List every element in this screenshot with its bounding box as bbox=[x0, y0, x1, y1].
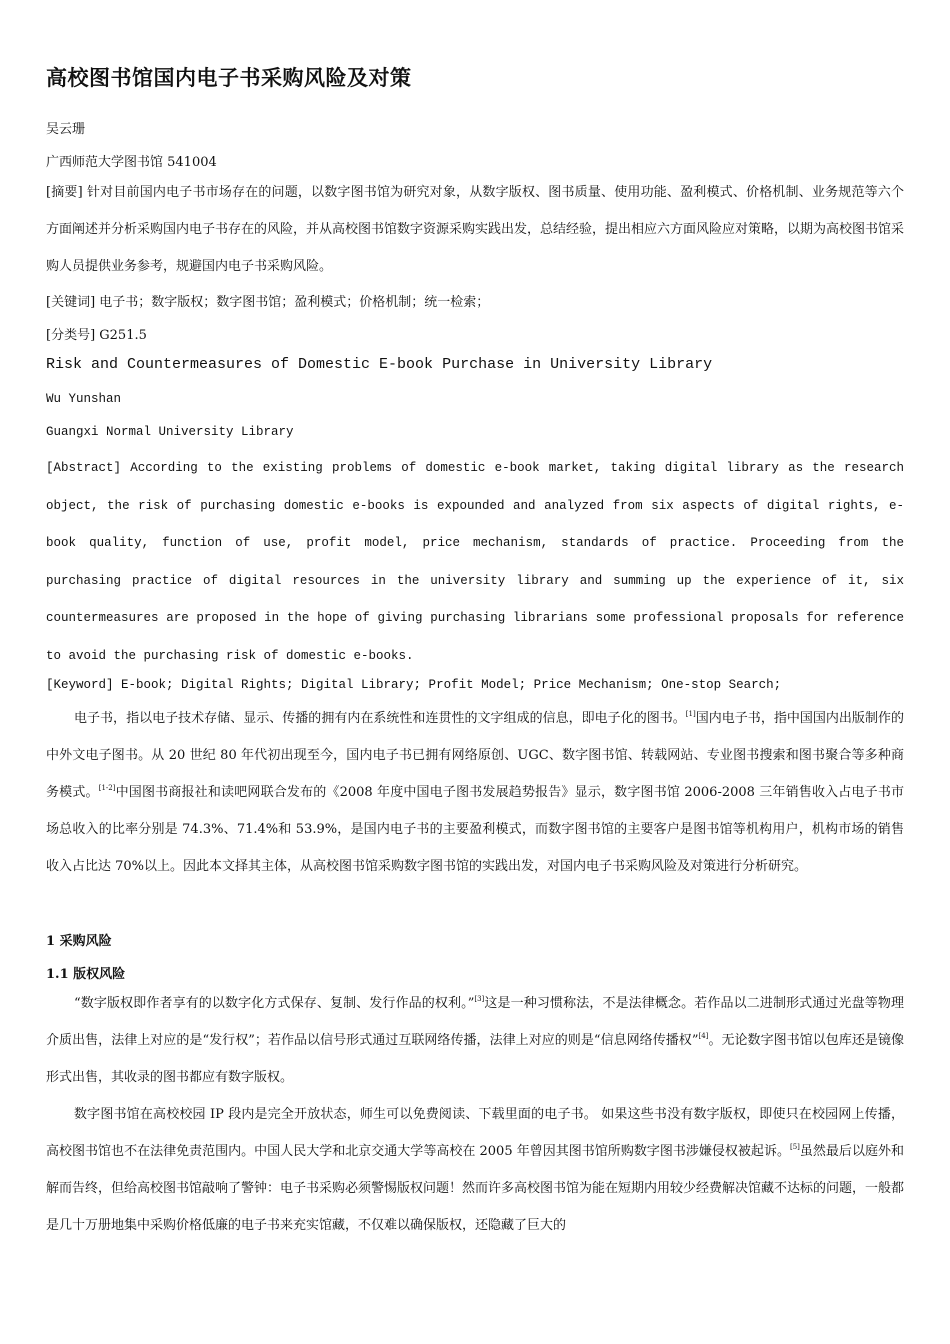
paper-title: 高校图书馆国内电子书采购风险及对策 bbox=[46, 65, 412, 90]
paragraph-text-3: 。无论数字图书馆以包库还是镜像形式出售，其收录的图书都应有数字版权。 bbox=[46, 1033, 904, 1085]
paragraph-text-1: 数字图书馆在高校校园 IP 段内是完全开放状态，师生可以免费阅读、下载里面的电子书。 如果这些书没有数字版权，即使只在校园网上传播，高校图书馆也不在法律免责范围内。中国人民大学和北京交通大学等高校在 2005 年曾因其图书馆所购数字图书涉嫌侵权被起诉。 bbox=[46, 1107, 904, 1159]
author: 吴云珊 bbox=[46, 122, 86, 137]
citation-ref: [5] bbox=[789, 1143, 800, 1151]
paragraph-text-1: “数字版权即作者享有的以数字化方式保存、复制、发行作品的权利。” bbox=[74, 996, 475, 1011]
abstract-cn: [摘要] 针对目前国内电子书市场存在的问题，以数字图书馆为研究对象，从数字版权、图书质量、使用功能、盈利模式、价格机制、业务规范等六个方面阐述并分析采购国内电子书存在的风险，并从高校图书馆数字资源采购实践出发，总结经验，提出相应六方面风险应对策略，以期为高校图书馆采购人员提供业务参考，规避国内电子书采购风险。 bbox=[46, 185, 905, 274]
citation-ref: [1-2] bbox=[98, 784, 116, 792]
body-paragraph bbox=[46, 985, 904, 1096]
section-heading: 1 采购风险 bbox=[46, 934, 112, 949]
english-author: Wu Yunshan bbox=[46, 392, 122, 406]
keywords-cn: [关键词] 电子书；数字版权；数字图书馆；盈利模式；价格机制；统一检索； bbox=[46, 295, 490, 310]
keywords-en: [Keyword] E-book; Digital Rights; Digital Library; Profit Model; Price Mechanism; One-stop Search; bbox=[46, 678, 782, 692]
body-paragraph bbox=[46, 1096, 904, 1244]
intro-text-2: 国内电子书，指中国国内出版制作的中外文电子图书。从 20 世纪 80 年代初出现至今，国内电子书已拥有网络原创、UGC、数字图书馆、转载网站、专业图书搜索和图书聚合等多种商务模式。 bbox=[46, 711, 904, 800]
citation-ref: [3] bbox=[474, 995, 485, 1003]
affiliation: 广西师范大学图书馆 541004 bbox=[46, 155, 217, 170]
intro-paragraph bbox=[46, 700, 904, 885]
abstract-en: [Abstract] According to the existing problems of domestic e-book market, taking digital library as the research object, the risk of purchasing domestic e-books is expounded and analyzed from six aspects of digital rights, e-book quality, function of use, profit model, price mechanism, standards of practice. Proceeding from the purchasing practice of digital resources in the university library and summing up the experience of it, six countermeasures are proposed in the hope of giving purchasing librarians some professional proposals for reference to avoid the purchasing risk of domestic e-books. bbox=[46, 461, 904, 663]
subsection-heading: 1.1 版权风险 bbox=[46, 967, 126, 982]
paragraph-text-2: 虽然最后以庭外和解而告终，但给高校图书馆敲响了警钟：电子书采购必须警惕版权问题！然而许多高校图书馆为能在短期内用较少经费解决馆藏不达标的问题，一般都是几十万册地集中采购价格低廉的电子书来充实馆藏，不仅难以确保版权，还隐藏了巨大的 bbox=[46, 1144, 905, 1233]
citation-ref: [1] bbox=[685, 710, 696, 718]
citation-ref: [4] bbox=[698, 1032, 709, 1040]
english-affiliation: Guangxi Normal University Library bbox=[46, 425, 294, 439]
intro-text-3: 中国图书商报社和读吧网联合发布的《2008 年度中国电子图书发展趋势报告》显示，数字图书馆 2006-2008 三年销售收入占电子书市场总收入的比率分别是 74.3%、71.4%和 53.9%，是国内电子书的主要盈利模式，而数字图书馆的主要客户是图书馆等机构用户，机构市场的销售收入占比达 70%以上。因此本文择其主体，从高校图书馆采购数字图书馆的实践出发，对国内电子书采购风险及对策进行分析研究。 bbox=[46, 785, 904, 874]
classification: [分类号] G251.5 bbox=[46, 328, 147, 343]
english-title: Risk and Countermeasures of Domestic E-book Purchase in University Library bbox=[46, 356, 713, 373]
paragraph-text-2: 这是一种习惯称法，不是法律概念。若作品以二进制形式通过光盘等物理介质出售，法律上对应的是“发行权”；若作品以信号形式通过互联网络传播，法律上对应的则是“信息网络传播权” bbox=[46, 996, 904, 1048]
intro-text-1: 电子书，指以电子技术存储、显示、传播的拥有内在系统性和连贯性的文字组成的信息，即电子化的图书。 bbox=[74, 711, 686, 726]
